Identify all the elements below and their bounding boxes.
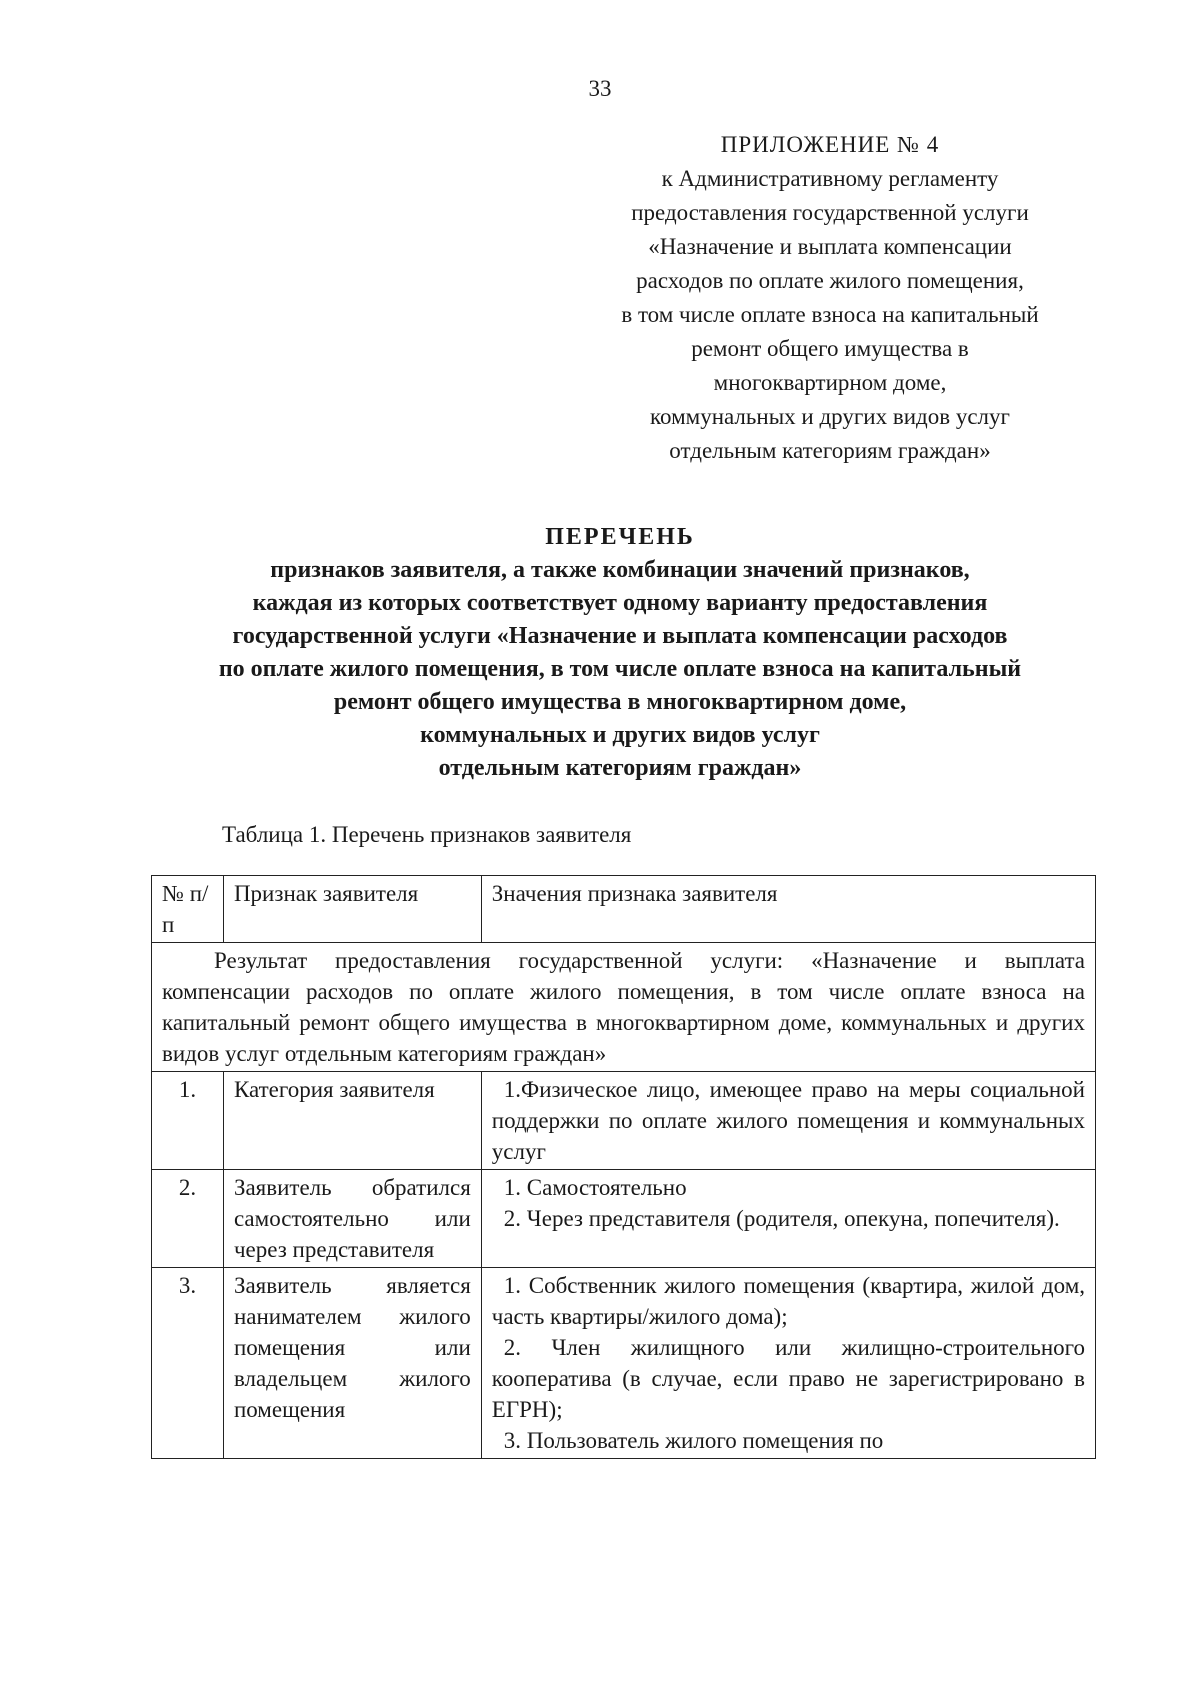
list-subtitle-line: ремонт общего имущества в многоквартирном доме, xyxy=(333,689,907,715)
header-attr: Признак заявителя xyxy=(223,876,481,943)
list-subtitle-line: государственной услуги «Назначение и выплата компенсации расходов xyxy=(232,623,1008,649)
row-num: 3. xyxy=(152,1268,224,1459)
value-item: 1. Собственник жилого помещения (квартира, жилой дом, часть квартиры/жилого дома); xyxy=(491,1273,1085,1329)
appendix-line: в том числе оплате взноса на капитальный xyxy=(621,302,1039,327)
appendix-title: ПРИЛОЖЕНИЕ № 4 xyxy=(720,132,940,157)
list-subtitle-line: по оплате жилого помещения, в том числе оплате взноса на капитальный xyxy=(218,656,1022,682)
row-attr: Заявитель является нанимателем жилого помещения или владельцем жилого помещения xyxy=(223,1268,481,1459)
table-caption: Таблица 1. Перечень признаков заявителя xyxy=(222,822,632,847)
result-row xyxy=(152,943,1096,1072)
value-item: 2. Член жилищного или жилищно-строительного кооператива (в случае, если право не зарегистрировано в ЕГРН); xyxy=(491,1335,1085,1422)
appendix-block xyxy=(560,128,1100,468)
row-values xyxy=(481,1268,1095,1459)
result-text: Результат предоставления государственной услуги: «Назначение и выплата компенсации расходов по оплате жилого помещения, в том числе оплате взноса на капитальный ремонт общего имущества в многоквартирном доме, коммунальных и других видов услуг отдельным категориям граждан» xyxy=(162,948,1085,1066)
appendix-line: предоставления государственной услуги xyxy=(631,200,1029,225)
list-subtitle-line: каждая из которых соответствует одному варианту предоставления xyxy=(252,590,988,616)
row-attr: Заявитель обратился самостоятельно или через представителя xyxy=(223,1170,481,1268)
appendix-line: отдельным категориям граждан» xyxy=(669,438,991,463)
list-subtitle-line: отдельным категориям граждан» xyxy=(438,755,802,781)
table-row xyxy=(152,1072,1096,1170)
appendix-line: ремонт общего имущества в xyxy=(691,336,969,361)
row-num: 2. xyxy=(152,1170,224,1268)
list-subtitle-line: коммунальных и других видов услуг xyxy=(420,722,820,748)
value-item: 3. Пользователь жилого помещения по xyxy=(503,1428,884,1453)
page-number: 33 xyxy=(588,76,612,101)
header-num: № п/п xyxy=(152,876,224,943)
row-values xyxy=(481,1170,1095,1268)
table-row xyxy=(152,1268,1096,1459)
list-title: ПЕРЕЧЕНЬ xyxy=(545,524,695,550)
row-attr: Категория заявителя xyxy=(223,1072,481,1170)
header-vals: Значения признака заявителя xyxy=(481,876,1095,943)
value-item: 1. Самостоятельно xyxy=(503,1175,687,1200)
appendix-line: «Назначение и выплата компенсации xyxy=(648,234,1012,259)
value-item: 1.Физическое лицо, имеющее право на меры социальной поддержки по оплате жилого помещения и коммунальных услуг xyxy=(491,1077,1085,1164)
attributes-table xyxy=(151,875,1096,1459)
table-row xyxy=(152,1170,1096,1268)
value-item: 2. Через представителя (родителя, опекуна, попечителя). xyxy=(503,1206,1060,1231)
appendix-line: к Административному регламенту xyxy=(661,166,999,191)
list-heading xyxy=(120,520,1120,785)
list-subtitle-line: признаков заявителя, а также комбинации значений признаков, xyxy=(270,557,970,583)
appendix-line: коммунальных и других видов услуг xyxy=(650,404,1010,429)
row-values xyxy=(481,1072,1095,1170)
appendix-line: многоквартирном доме, xyxy=(713,370,947,395)
table-header-row xyxy=(152,876,1096,943)
row-num: 1. xyxy=(152,1072,224,1170)
appendix-line: расходов по оплате жилого помещения, xyxy=(636,268,1024,293)
